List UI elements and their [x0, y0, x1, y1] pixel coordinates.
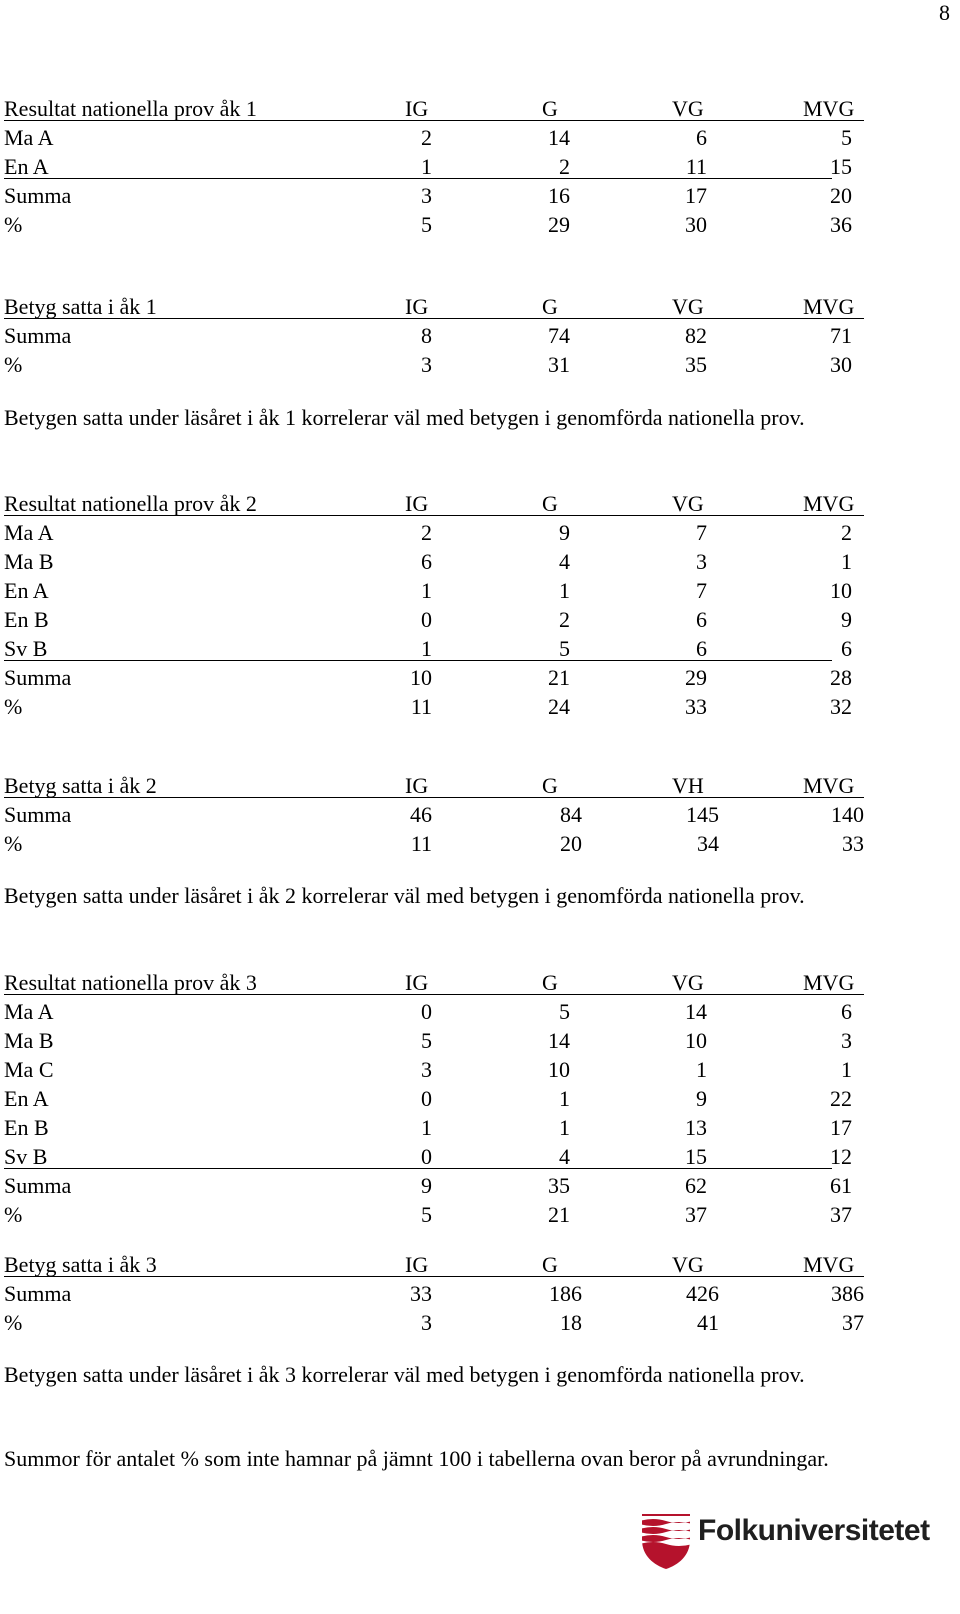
header-vg: VG	[672, 970, 704, 995]
row-label: En A	[4, 154, 49, 179]
cell-g: 14	[548, 125, 570, 150]
row-label: En A	[4, 578, 49, 603]
cell-ig: 11	[410, 831, 432, 856]
row-label: %	[4, 1310, 23, 1335]
cell-g: 10	[548, 1057, 570, 1082]
table-row	[4, 321, 884, 350]
cell-ig: 46	[410, 802, 432, 827]
cell-ig: 6	[421, 549, 432, 574]
cell-vg: 29	[685, 665, 707, 690]
header-vg: VG	[672, 1252, 704, 1277]
cell-ig: 1	[421, 154, 432, 179]
header-label: Resultat nationella prov åk 3	[4, 970, 257, 995]
header-ig: IG	[405, 294, 429, 319]
table-row	[4, 547, 884, 576]
header-label: Resultat nationella prov åk 1	[4, 96, 257, 121]
header-g: G	[542, 1252, 558, 1277]
cell-mvg: 28	[830, 665, 852, 690]
cell-ig: 8	[421, 323, 432, 348]
cell-mvg: 9	[841, 607, 852, 632]
table-header	[4, 292, 884, 321]
cell-ig: 1	[421, 578, 432, 603]
folkuniversitetet-logo	[640, 1510, 940, 1572]
table-row	[4, 1055, 884, 1084]
cell-ig: 3	[421, 1310, 432, 1335]
cell-ig: 3	[421, 352, 432, 377]
row-label: Ma B	[4, 549, 54, 574]
row-label: %	[4, 694, 23, 719]
rounding-note: Summor för antalet % som inte hamnar på jämnt 100 i tabellerna ovan beror på avrundningar.	[4, 1446, 829, 1471]
table-row	[4, 1279, 884, 1308]
cell-ig: 2	[421, 125, 432, 150]
table-row	[4, 1142, 884, 1171]
header-ig: IG	[405, 1252, 429, 1277]
cell-ig: 10	[410, 665, 432, 690]
header-label: Betyg satta i åk 2	[4, 773, 157, 798]
cell-vg: 6	[696, 607, 707, 632]
cell-vg: 6	[696, 125, 707, 150]
cell-ig: 1	[421, 636, 432, 661]
cell-g: 74	[548, 323, 570, 348]
cell-ig: 11	[410, 694, 432, 719]
cell-ig: 3	[421, 183, 432, 208]
cell-mvg: 22	[830, 1086, 852, 1111]
header-ig: IG	[405, 773, 429, 798]
table-row	[4, 152, 884, 181]
header-ig: IG	[405, 970, 429, 995]
cell-vg: 11	[685, 154, 707, 179]
row-label: Ma C	[4, 1057, 54, 1082]
cell-mvg: 61	[830, 1173, 852, 1198]
row-label: Ma A	[4, 999, 54, 1024]
cell-g: 21	[548, 665, 570, 690]
row-label: Summa	[4, 1281, 72, 1306]
cell-g: 18	[560, 1310, 582, 1335]
cell-mvg: 386	[831, 1281, 864, 1306]
row-label: Summa	[4, 323, 72, 348]
header-g: G	[542, 491, 558, 516]
cell-g: 1	[559, 1115, 570, 1140]
table-row	[4, 1113, 884, 1142]
row-label: Summa	[4, 802, 72, 827]
cell-mvg: 15	[830, 154, 852, 179]
table-row	[4, 1026, 884, 1055]
table-header	[4, 771, 884, 800]
row-label: %	[4, 1202, 23, 1227]
cell-mvg: 6	[841, 999, 852, 1024]
cell-vg: 62	[685, 1173, 707, 1198]
header-ig: IG	[405, 96, 429, 121]
cell-vg: 15	[685, 1144, 707, 1169]
header-label: Resultat nationella prov åk 2	[4, 491, 257, 516]
table-row	[4, 123, 884, 152]
header-g: G	[542, 96, 558, 121]
table-header	[4, 489, 884, 518]
cell-mvg: 71	[830, 323, 852, 348]
cell-mvg: 6	[841, 636, 852, 661]
table-row	[4, 692, 884, 721]
table-row	[4, 829, 884, 858]
table-row	[4, 1200, 884, 1229]
cell-g: 1	[559, 1086, 570, 1111]
table-header	[4, 94, 884, 123]
header-g: G	[542, 773, 558, 798]
row-label: %	[4, 831, 23, 856]
cell-mvg: 33	[842, 831, 864, 856]
cell-vg: 37	[685, 1202, 707, 1227]
cell-ig: 0	[421, 999, 432, 1024]
cell-g: 31	[548, 352, 570, 377]
cell-mvg: 37	[830, 1202, 852, 1227]
cell-g: 5	[559, 636, 570, 661]
cell-mvg: 2	[841, 520, 852, 545]
cell-vg: 41	[697, 1310, 719, 1335]
cell-g: 20	[560, 831, 582, 856]
table-row	[4, 800, 884, 829]
row-label: %	[4, 212, 23, 237]
row-label: Summa	[4, 183, 72, 208]
table-row	[4, 210, 884, 239]
table-row	[4, 1308, 884, 1337]
cell-vg: 3	[696, 549, 707, 574]
cell-g: 5	[559, 999, 570, 1024]
header-vh: VH	[672, 773, 704, 798]
table-np-ak2	[4, 489, 884, 721]
header-mvg: MVG	[803, 970, 855, 995]
cell-vg: 33	[685, 694, 707, 719]
table-row	[4, 1171, 884, 1200]
table-np-ak3	[4, 968, 884, 1229]
table-betyg-ak2	[4, 771, 884, 858]
cell-g: 14	[548, 1028, 570, 1053]
cell-ig: 0	[421, 1086, 432, 1111]
cell-g: 4	[559, 1144, 570, 1169]
cell-mvg: 12	[830, 1144, 852, 1169]
logo-text: Folkuniversitetet	[698, 1514, 930, 1547]
cell-ig: 2	[421, 520, 432, 545]
cell-mvg: 17	[830, 1115, 852, 1140]
cell-ig: 5	[421, 1202, 432, 1227]
row-label: Sv B	[4, 636, 48, 661]
cell-vg: 9	[696, 1086, 707, 1111]
page-number: 8	[939, 0, 950, 25]
header-g: G	[542, 294, 558, 319]
header-label: Betyg satta i åk 3	[4, 1252, 157, 1277]
table-row	[4, 350, 884, 379]
header-mvg: MVG	[803, 96, 855, 121]
cell-g: 9	[559, 520, 570, 545]
cell-vg: 1	[696, 1057, 707, 1082]
cell-ig: 33	[410, 1281, 432, 1306]
cell-vg: 13	[685, 1115, 707, 1140]
cell-ig: 5	[421, 1028, 432, 1053]
cell-mvg: 30	[830, 352, 852, 377]
row-label: Sv B	[4, 1144, 48, 1169]
row-label: Summa	[4, 665, 72, 690]
folkuniversitetet-emblem-icon	[640, 1510, 692, 1570]
cell-vg: 7	[696, 520, 707, 545]
cell-ig: 0	[421, 607, 432, 632]
cell-vg: 10	[685, 1028, 707, 1053]
table-header	[4, 968, 884, 997]
table-row	[4, 576, 884, 605]
cell-mvg: 20	[830, 183, 852, 208]
correlation-text-ak3: Betygen satta under läsåret i åk 3 korrelerar väl med betygen i genomförda nationella prov.	[4, 1362, 805, 1387]
cell-mvg: 36	[830, 212, 852, 237]
correlation-text-ak1: Betygen satta under läsåret i åk 1 korrelerar väl med betygen i genomförda nationella prov.	[4, 405, 805, 430]
cell-g: 29	[548, 212, 570, 237]
table-row	[4, 605, 884, 634]
cell-g: 84	[560, 802, 582, 827]
table-header	[4, 1250, 884, 1279]
cell-vg: 426	[686, 1281, 719, 1306]
cell-ig: 1	[421, 1115, 432, 1140]
row-label: Ma A	[4, 125, 54, 150]
cell-mvg: 3	[841, 1028, 852, 1053]
row-label: Ma B	[4, 1028, 54, 1053]
header-vg: VG	[672, 491, 704, 516]
cell-g: 24	[548, 694, 570, 719]
cell-ig: 0	[421, 1144, 432, 1169]
cell-g: 2	[559, 154, 570, 179]
cell-ig: 9	[421, 1173, 432, 1198]
table-betyg-ak1	[4, 292, 884, 379]
cell-vg: 82	[685, 323, 707, 348]
row-label: En B	[4, 1115, 49, 1140]
table-row	[4, 663, 884, 692]
row-label: En A	[4, 1086, 49, 1111]
table-row	[4, 181, 884, 210]
cell-g: 2	[559, 607, 570, 632]
header-mvg: MVG	[803, 1252, 855, 1277]
cell-ig: 5	[421, 212, 432, 237]
table-row	[4, 1084, 884, 1113]
cell-vg: 14	[685, 999, 707, 1024]
cell-vg: 34	[697, 831, 719, 856]
header-vg: VG	[672, 294, 704, 319]
cell-vg: 6	[696, 636, 707, 661]
table-row	[4, 634, 884, 663]
header-mvg: MVG	[803, 491, 855, 516]
correlation-text-ak2: Betygen satta under läsåret i åk 2 korrelerar väl med betygen i genomförda nationella prov.	[4, 883, 805, 908]
cell-vg: 7	[696, 578, 707, 603]
header-g: G	[542, 970, 558, 995]
cell-vg: 35	[685, 352, 707, 377]
cell-g: 16	[548, 183, 570, 208]
cell-g: 35	[548, 1173, 570, 1198]
table-row	[4, 997, 884, 1026]
table-row	[4, 518, 884, 547]
row-label: %	[4, 352, 23, 377]
cell-g: 21	[548, 1202, 570, 1227]
header-mvg: MVG	[803, 773, 855, 798]
cell-mvg: 1	[841, 1057, 852, 1082]
header-vg: VG	[672, 96, 704, 121]
cell-g: 4	[559, 549, 570, 574]
header-ig: IG	[405, 491, 429, 516]
table-np-ak1	[4, 94, 884, 239]
row-label: En B	[4, 607, 49, 632]
header-mvg: MVG	[803, 294, 855, 319]
cell-vg: 145	[686, 802, 719, 827]
row-label: Ma A	[4, 520, 54, 545]
cell-mvg: 5	[841, 125, 852, 150]
cell-vg: 17	[685, 183, 707, 208]
cell-g: 1	[559, 578, 570, 603]
cell-mvg: 10	[830, 578, 852, 603]
row-label: Summa	[4, 1173, 72, 1198]
cell-g: 186	[549, 1281, 582, 1306]
cell-mvg: 1	[841, 549, 852, 574]
cell-mvg: 140	[831, 802, 864, 827]
header-label: Betyg satta i åk 1	[4, 294, 157, 319]
cell-mvg: 32	[830, 694, 852, 719]
cell-mvg: 37	[842, 1310, 864, 1335]
cell-vg: 30	[685, 212, 707, 237]
cell-ig: 3	[421, 1057, 432, 1082]
table-betyg-ak3	[4, 1250, 884, 1337]
